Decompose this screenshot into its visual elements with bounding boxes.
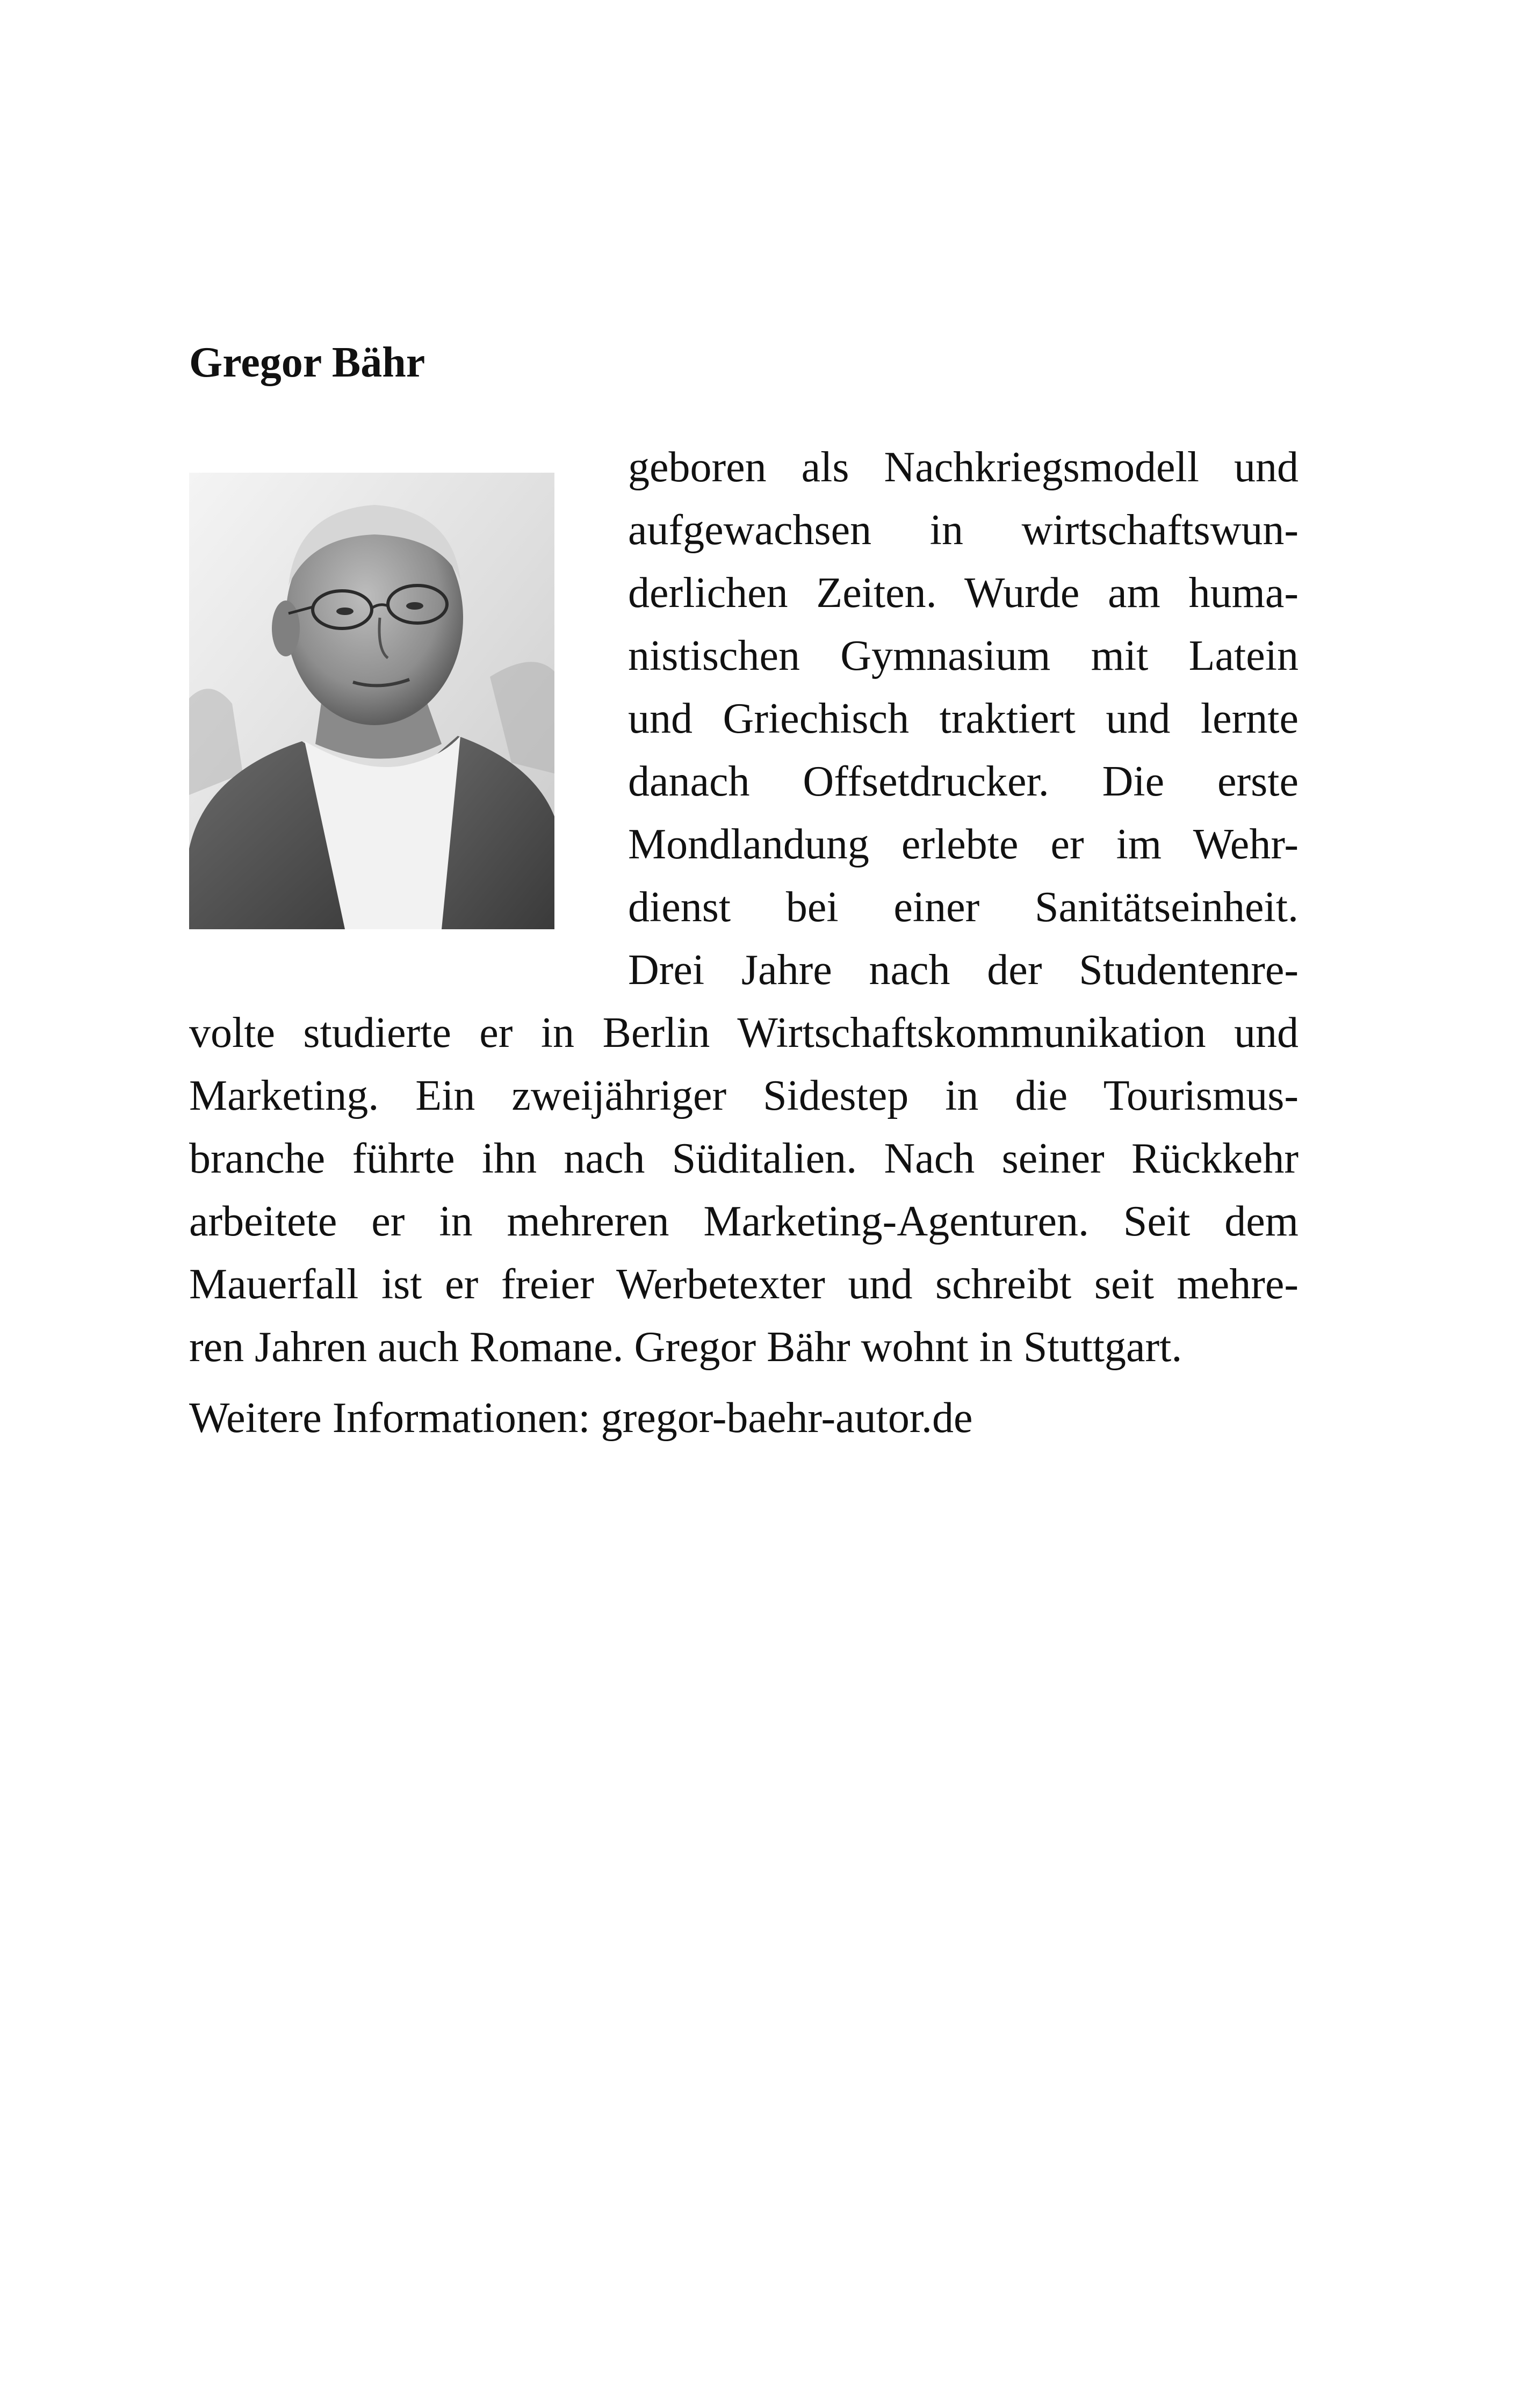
bio-line: ren Jahren auch Romane. Gregor Bähr wohnt in Stuttgart. — [189, 1324, 1182, 1371]
bio-line: branche führte ihn nach Süditalien. Nach seiner Rückkehr — [189, 1135, 1299, 1182]
bio-line: Mauerfall ist er freier Werbetexter und schreibt seit mehre- — [189, 1261, 1299, 1308]
author-website-info: Weitere Informationen: gregor-baehr-autor.de — [189, 1394, 973, 1442]
bio-line: Marketing. Ein zweijähriger Sidestep in die Tourismus- — [189, 1072, 1299, 1119]
bio-line: danach Offsetdrucker. Die erste — [628, 758, 1299, 805]
bio-line: nistischen Gymnasium mit Latein — [628, 632, 1299, 679]
bio-line: Drei Jahre nach der Studentenre- — [628, 946, 1299, 994]
bio-line: und Griechisch traktiert und lernte — [628, 695, 1299, 742]
bio-line: aufgewachsen in wirtschaftswun- — [628, 507, 1299, 554]
bio-line: derlichen Zeiten. Wurde am huma- — [628, 569, 1299, 617]
bio-line: arbeitete er in mehreren Marketing-Agenturen. Seit dem — [189, 1198, 1299, 1245]
bio-line: geboren als Nachkriegsmodell und — [628, 444, 1299, 491]
bio-line: Mondlandung erlebte er im Wehr- — [628, 821, 1299, 868]
author-photo — [189, 473, 554, 929]
bio-line: volte studierte er in Berlin Wirtschaftskommunikation und — [189, 1009, 1299, 1057]
bio-line: dienst bei einer Sanitätseinheit. — [628, 884, 1299, 931]
author-name: Gregor Bähr — [189, 339, 425, 386]
